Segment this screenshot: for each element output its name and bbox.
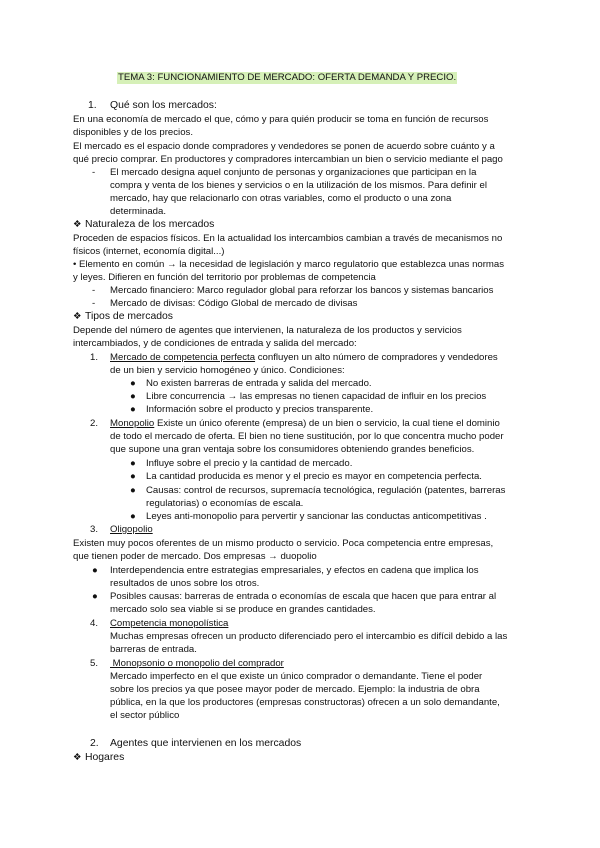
paragraph-line: Existen muy pocos oferentes de un mismo producto o servicio. Poca competencia entre empresas,: [73, 538, 494, 549]
list-item: Mercado de divisas: Código Global de mercado de divisas: [110, 298, 358, 309]
dash-marker: -: [92, 298, 96, 309]
dash-marker: -: [92, 167, 96, 178]
market-type-name: Monopsonio o monopolio del comprador: [110, 658, 284, 669]
market-type-name: Monopolio: [110, 418, 155, 429]
market-type-text: confluyen un alto número de compradores y vendedores: [255, 352, 498, 363]
section-number: 2.: [90, 738, 99, 749]
market-type-name: Mercado de competencia perfecta: [110, 352, 256, 363]
bullet-dot: ●: [92, 591, 98, 602]
dash-marker: -: [92, 285, 96, 296]
bullet-dot: ●: [130, 391, 136, 402]
list-item: Mercado financiero: Marco regulador global para reforzar los bancos y sistemas bancarios: [110, 285, 494, 296]
bullet-item: Causas: control de recursos, supremacía tecnológica, regulación (patentes, barreras: [146, 485, 506, 496]
subsection-heading: Naturaleza de los mercados: [85, 219, 215, 230]
diamond-bullet-icon: ❖: [73, 752, 82, 763]
bullet-item: Influye sobre el precio y la cantidad de mercado.: [146, 458, 353, 469]
list-item-line: mercado, hay que relacionarlo con otras variables, como el producto o una zona: [110, 193, 452, 204]
market-type-name: Competencia monopolística: [110, 618, 229, 629]
bullet-dot: ●: [130, 378, 136, 389]
paragraph-line: Proceden de espacios físicos. En la actualidad los intercambios cambian a través de mecanismos no: [73, 233, 503, 244]
bullet-dot: ●: [130, 404, 136, 415]
paragraph-line: • Elemento en común → la necesidad de legislación y marco regulatorio que establezca unas normas: [73, 259, 505, 270]
paragraph-line: el sector público: [110, 710, 180, 721]
paragraph-line: pública, en la que los productores (empresas constructoras) ofrecen a un solo demandante,: [110, 697, 500, 708]
bullet-dot: ●: [130, 458, 136, 469]
market-type-text: Existe un único oferente (empresa) de un bien o servicio, la cual tiene el dominio: [154, 418, 500, 429]
list-number: 5.: [90, 658, 99, 669]
paragraph-line: Muchas empresas ofrecen un producto diferenciado pero el intercambio es difícil debido a las: [110, 631, 508, 642]
paragraph-line: El mercado es el espacio donde compradores y vendedores se ponen de acuerdo sobre cuánto y a: [73, 141, 495, 152]
list-item-line: de un bien y servicio homogéneo y único. Condiciones:: [110, 365, 345, 376]
list-number: 2.: [90, 418, 99, 429]
list-number: 4.: [90, 618, 99, 629]
diamond-bullet-icon: ❖: [73, 311, 82, 322]
list-item-line: que supone una gran ventaja sobre los consumidores obteniendo grandes beneficios.: [110, 444, 475, 455]
bullet-item: La cantidad producida es menor y el precio es mayor en competencia perfecta.: [146, 471, 482, 482]
paragraph-line: y leyes. Difieren en función del territorio por problemas de competencia: [73, 272, 376, 283]
paragraph-line: Depende del número de agentes que intervienen, la naturaleza de los productos y servicios: [73, 325, 462, 336]
bullet-item: Posibles causas: barreras de entrada o economías de escala que hacen que para entrar al: [110, 591, 497, 602]
list-item-line: [110, 418, 500, 430]
diamond-bullet-icon: ❖: [73, 219, 82, 230]
paragraph-line: En una economía de mercado el que, cómo y para quién producir se toma en función de recursos: [73, 114, 489, 125]
list-item-line: determinada.: [110, 206, 166, 217]
paragraph-line: intercambiados, y de condiciones de entrada y salida del mercado:: [73, 338, 357, 349]
bullet-item: No existen barreras de entrada y salida del mercado.: [146, 378, 372, 389]
subsection-heading: Hogares: [85, 752, 125, 763]
market-type-name: Oligopolio: [110, 524, 153, 535]
subsection-heading: Tipos de mercados: [85, 311, 173, 322]
bullet-item: resultados de unos sobre los otros.: [110, 578, 260, 589]
list-item-line: El mercado designa aquel conjunto de personas y organizaciones que participan en la: [110, 167, 477, 178]
paragraph-line: Mercado imperfecto en el que existe un único comprador o demandante. Tiene el poder: [110, 671, 483, 682]
bullet-item-continuation: regulatorias) o economías de escala.: [146, 498, 304, 509]
list-number: 1.: [90, 352, 99, 363]
section-number: 1.: [88, 100, 97, 111]
paragraph-line: sobre los precios ya que posee mayor poder de mercado. Ejemplo: la industria de obra: [110, 684, 480, 695]
bullet-dot: ●: [130, 485, 136, 496]
list-item-line: [110, 352, 498, 364]
section-heading: Agentes que intervienen en los mercados: [110, 738, 302, 749]
bullet-item: Leyes anti-monopolio para pervertir y sancionar las conductas anticompetitivas .: [146, 511, 487, 522]
bullet-dot: ●: [130, 511, 136, 522]
document-title: TEMA 3: FUNCIONAMIENTO DE MERCADO: OFERTA DEMANDA Y PRECIO.: [118, 72, 457, 83]
list-number: 3.: [90, 524, 99, 535]
bullet-item: Interdependencia entre estrategias empresariales, y efectos en cadena que implica los: [110, 565, 479, 576]
bullet-dot: ●: [92, 565, 98, 576]
paragraph-line: qué precio comprar. En productores y compradores intercambian un bien o servicio mediante el pago: [73, 154, 503, 165]
list-item-line: compra y venta de los bienes y servicios o en la utilización de los mismos. Para definir el: [110, 180, 487, 191]
paragraph-line: barreras de entrada.: [110, 644, 197, 655]
section-heading: Qué son los mercados:: [110, 100, 217, 111]
bullet-dot: ●: [130, 471, 136, 482]
bullet-item: Información sobre el producto y precios transparente.: [146, 404, 374, 415]
list-item-line: de todo el mercado de oferta. El bien no tiene sustitución, por lo que concentra mucho poder: [110, 431, 504, 442]
paragraph-line: disponibles y de los precios.: [73, 127, 193, 138]
bullet-item: Libre concurrencia → las empresas no tienen capacidad de influir en los precios: [146, 391, 487, 402]
paragraph-line: físicos (internet, economía digital...): [73, 246, 225, 257]
paragraph-line: que tienen poder de mercado. Dos empresas → duopolio: [73, 551, 317, 562]
bullet-item: mercado solo sea viable si se produce en grandes cantidades.: [110, 604, 376, 615]
